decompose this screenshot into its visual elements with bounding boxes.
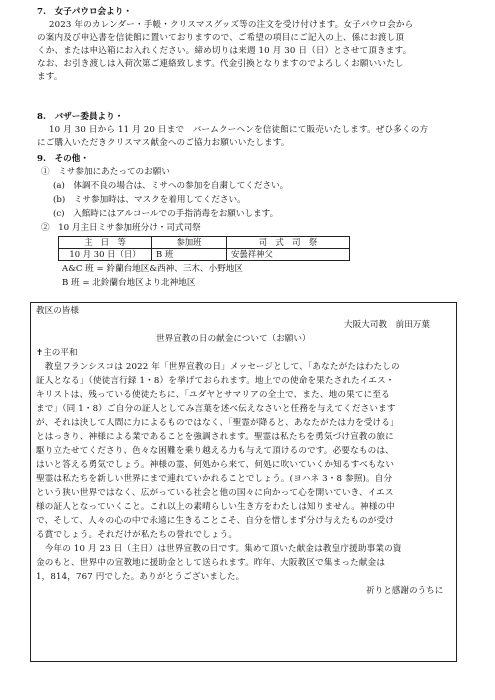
table-row <box>59 249 350 261</box>
mass-request-item: (b) ミサ参加時は、マスクを着用してください。 <box>53 195 246 205</box>
letter-body-line: まで」（同 1・8）ご自分の証人としてみ言葉を述べ伝えなさいと任務を与えてくださいます <box>36 404 396 414</box>
letter-body-line: 金のもと、世界中の宣教地に援助金として送られます。昨年、大阪教区で集まった献金は <box>36 558 386 568</box>
section-7-line: くか、または申込箱にお入れください。締め切りは来週 10 月 30 日（日）とさせて頂きます。 <box>37 46 412 56</box>
letter-body-line: 聖霊は私たちを新しい世界にまで連れていかれることでしょう。(ヨハネ 3・8 参照)。自分 <box>36 474 393 484</box>
section-7-line: なお、お引き渡しは入荷次第ご連絡致します。代金引換となりますのでよろしくお願いいたし <box>37 59 404 69</box>
letter-body-line: 1，814，767 円でした。ありがとうございました。 <box>36 572 245 582</box>
letter-body-line: 教皇フランシスコは 2022 年「世界宣教の日」メッセージとして、「あなたがたはわたしの <box>36 362 400 372</box>
section-8-line: 10 月 30 日から 11 月 20 日まで バームクーヘンを信徒館にて販売いたします。ぜひ多くの方 <box>49 125 429 135</box>
section-7-line: ます。 <box>37 72 63 82</box>
section-7-line: の案内及び申込書を信徒館に置いておりますので、ご希望の項目にご記入の上、係にお渡し頂 <box>37 33 405 43</box>
mass-request-title: ① ミサ参加にあたってのお願い <box>41 167 170 177</box>
group-note: A&C 班 = 鈴蘭台地区&西神、三木、小野地区 <box>62 264 243 274</box>
letter-body-line: 駆り立たせてくださり、色々な困難を乗り越える力も与えて頂けるのです。必要なものは、 <box>36 446 394 456</box>
letter-body-line: で、そして、人々の心の中で永遠に生きることこそ、自分を惜しまず分け与えたものが受け <box>36 516 394 526</box>
group-schedule-title: ② 10 月主日ミサ参加班分け・司式司祭 <box>41 223 201 233</box>
table-header-cell: 司 式 司 祭 <box>227 237 350 249</box>
letter-body-line: という狭い世界ではなく、広がっている社会と他の国々に向かって心を開いていき、イエス <box>36 488 394 498</box>
section-7-heading: 7. 女子パウロ会より・ <box>37 7 132 17</box>
letter-body-line: キリストは、残っている使徒たちに、「ユダヤとサマリアの全土で、また、地の果てに至る <box>36 390 390 400</box>
group-note: B 班 = 北鈴蘭台地区より北神地区 <box>62 278 196 288</box>
table-header-row <box>59 237 350 249</box>
letter-body-line: 今年の 10 月 23 日（主日）は世界宣教の日です。集めて頂いた献金は教皇庁援助事業の資 <box>36 544 402 554</box>
letter-body-line: はいと答える勇気でしょう。神様の霊、何処から来て、何処に吹いていくか知るすべもない <box>36 460 395 470</box>
mass-request-item: (c) 入館時にはアルコールでの手指消毒をお願いします。 <box>53 209 279 219</box>
table-header-cell: 参加班 <box>152 237 227 249</box>
table-cell: B 班 <box>152 249 227 261</box>
section-7-line: 2023 年のカレンダー・手帳・クリスマスグッズ等の注文を受け付けます。女子パウロ会から <box>49 20 414 30</box>
table-cell: 10 月 30 日（日） <box>59 249 152 261</box>
letter-body-line: が、それは決して人間に力によるものではなく、「聖霊が降ると、あなたがたは力を受ける」 <box>36 418 399 428</box>
letter-closing: 祈りと感謝のうちに <box>366 586 444 596</box>
letter-title: 世界宣教の日の献金について（お願い） <box>156 334 311 344</box>
letter-body-line: 証人となる」（使徒言行録 1・8）を挙げておられます。地上での使命を果たされたイエス・ <box>36 376 395 386</box>
section-8-heading: 8. バザー委員より・ <box>37 112 124 122</box>
table-header-cell: 主 日 等 <box>59 237 152 249</box>
letter-body-line: とはっきり、神様による業であることを強調されます。聖霊は私たちを勇気づけ宣教の旅に <box>36 432 394 442</box>
table-cell: 安曇祥神父 <box>227 249 350 261</box>
letter-body-line: る賞でしょう。それだけが私たちの誉れでしょう。 <box>36 530 238 540</box>
mass-request-item: (a) 体調不良の場合は、ミサへの参加を自粛してください。 <box>53 181 289 191</box>
letter-sender: 大阪大司教 前田万葉 <box>344 320 430 330</box>
letter-recipient: 教区の皆様 <box>36 306 79 316</box>
letter-greeting: ✝主の平和 <box>36 348 78 358</box>
section-8-line: にご購入いただきクリスマス献金へのご協力お願いいたします。 <box>37 138 290 148</box>
letter-body-line: 様の証人となっていくこと。これ以上の素晴らしい生き方をわたしは知りません。神様の中 <box>36 502 396 512</box>
mass-group-table <box>58 236 350 261</box>
section-9-heading: 9. その他・ <box>37 154 89 164</box>
